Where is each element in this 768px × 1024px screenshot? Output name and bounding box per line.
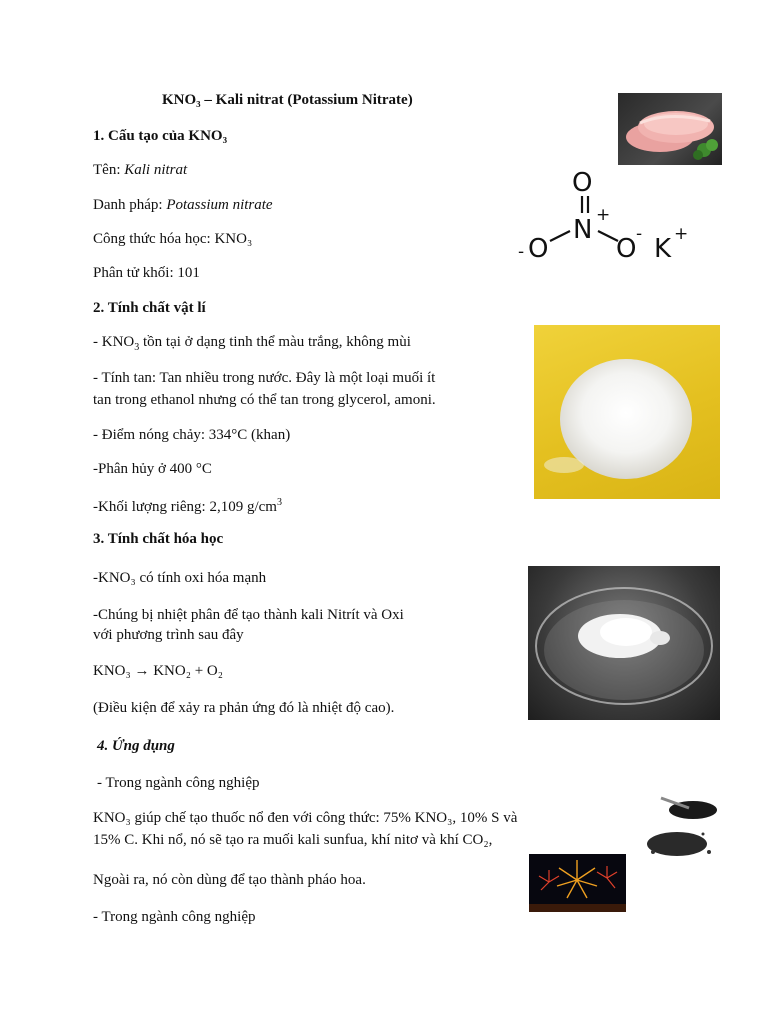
petri-dish-photo [528,566,720,720]
kno3-structure-diagram [510,165,700,265]
structure-potassium: K [654,234,672,264]
molar-mass-line: Phân tử khối: 101 [93,265,200,281]
section-1-heading: 1. Cấu tạo của KNO₃ [93,128,228,144]
decomposition-line: -Phân hủy ở 400 °C [93,461,212,477]
appearance-line [93,332,411,358]
structure-potassium-charge: + [674,224,689,244]
fireworks-line: Ngoài ra, nó còn dùng để tạo thành pháo hoa. [93,872,366,888]
structure-right-oxygen-charge: - [636,224,643,244]
thermal-decomposition-line-2: với phương trình sau đây [93,627,244,643]
gunpowder-line-1: KNO₃ giúp chế tạo thuốc nổ đen với công thức: 75% KNO₃, 10% S và [93,810,518,826]
section-4-heading: 4. Ứng dụng [97,738,175,754]
gunpowder-line-2: 15% C. Khi nổ, nó sẽ tạo ra muối kali sunfua, khí nitơ và khí CO₂, [93,832,493,848]
industry-line-1: - Trong ngành công nghiệp [97,775,260,791]
fireworks-photo [529,854,626,912]
thermal-decomposition-line-1: -Chúng bị nhiệt phân để tạo thành kali Nitrít và Oxi [93,607,404,623]
page-title: KNO₃ – Kali nitrat (Potassium Nitrate) [162,92,413,108]
density-text: -Khối lượng riêng: 2,109 g/cm [93,499,277,515]
nomenclature-label: Danh pháp: [93,197,167,213]
structure-left-oxygen: O [528,234,549,264]
melting-point-line: - Điểm nóng chảy: 334°C (khan) [93,427,291,443]
black-powder-photo [643,794,725,862]
appearance-text-b: tồn tại ở dạng tinh thể màu trắng, không mùi [139,334,411,350]
reaction-condition-line: (Điều kiện để xảy ra phản ứng đó là nhiệt độ cao). [93,700,395,716]
name-value: Kali nitrat [124,162,188,178]
name-label: Tên: [93,162,125,178]
structure-top-oxygen: O [572,168,593,198]
powder-yellow-photo [534,325,720,499]
section-3-heading: 3. Tính chất hóa học [93,531,224,547]
solubility-line-2: tan trong ethanol nhưng có thể tan trong glycerol, amoni. [93,392,436,408]
oxidizing-line: -KNO₃ có tính oxi hóa mạnh [93,570,267,586]
structure-nitrogen-charge: + [596,205,611,225]
structure-nitrogen: N [573,215,593,245]
structure-left-oxygen-charge: - [518,242,525,262]
section-2-heading: 2. Tính chất vật lí [93,300,206,316]
reaction-equation: KNO₃ → KNO₂ + O₂ [93,663,223,679]
structure-right-oxygen: O [616,234,637,264]
density-line [93,493,282,517]
appearance-text-a: - KNO [93,334,135,350]
density-superscript: 3 [276,497,282,508]
meat-photo [618,93,722,165]
nomenclature-value: Potassium nitrate [166,197,273,213]
appearance-subscript: 3 [134,342,140,353]
name-line [93,160,187,180]
industry-line-2: - Trong ngành công nghiệp [93,909,256,925]
nomenclature-line [93,195,273,215]
formula-line: Công thức hóa học: KNO₃ [93,231,253,247]
solubility-line-1: - Tính tan: Tan nhiều trong nước. Đây là một loại muối ít [93,370,436,386]
